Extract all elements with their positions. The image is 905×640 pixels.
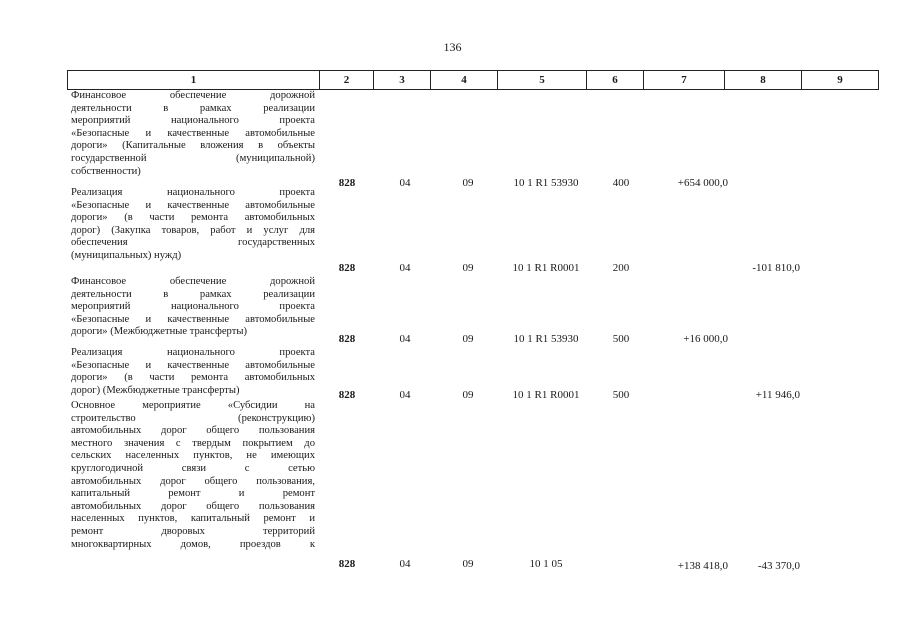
cell-amount-col8: -101 810,0 [752, 262, 800, 274]
description-line: дороги» (в части ремонта автомобильных [71, 212, 315, 224]
cell-target-article: 10 1 R1 R0001 [512, 389, 580, 401]
description-line: мероприятий национального проекта [71, 115, 315, 127]
description-line: государственной (муниципальной) [71, 152, 315, 164]
description-line: местного значения с твердым покрытием до [71, 437, 315, 449]
cell-section: 04 [399, 262, 411, 274]
cell-subsection: 09 [462, 333, 474, 345]
header-col-5: 5 [498, 71, 587, 90]
cell-subsection: 09 [462, 262, 474, 274]
header-col-4: 4 [431, 71, 498, 90]
description-line: дороги» (в части ремонта автомобильных [71, 372, 315, 384]
cell-expense-type: 500 [612, 333, 630, 345]
cell-expense-type: 500 [612, 389, 630, 401]
cell-section: 04 [399, 389, 411, 401]
description-line: Реализация национального проекта [71, 187, 315, 198]
description-line: строительство (реконструкцию) [71, 412, 315, 424]
description-line: населенных пунктов, капитальный ремонт и [71, 513, 315, 525]
page-number: 136 [443, 40, 462, 54]
header-col-2: 2 [320, 71, 374, 90]
header-col-3: 3 [374, 71, 431, 90]
description-line: круглогодичной связи с сетью [71, 462, 315, 474]
cell-amount-col7: +16 000,0 [683, 333, 728, 345]
row-description [71, 276, 315, 339]
row-description [71, 347, 315, 397]
description-line: автомобильных дорог общего пользования [71, 425, 315, 437]
cell-ministry-code: 828 [338, 262, 356, 274]
description-line: обеспечения государственных [71, 237, 315, 249]
cell-target-article: 10 1 R1 53930 [513, 333, 579, 345]
row-description [71, 187, 315, 263]
description-line: дорог) (Межбюджетные трансферты) [71, 384, 240, 396]
description-line: собственности) [71, 165, 141, 177]
cell-subsection: 09 [462, 177, 474, 189]
description-line: Основное мероприятие «Субсидии на [71, 400, 315, 411]
table-header [67, 70, 879, 90]
header-col-9: 9 [802, 71, 879, 90]
row-description [71, 90, 315, 178]
description-line: ремонт дворовых территорий [71, 525, 315, 537]
description-line: автомобильных дорог общего пользования [71, 500, 315, 512]
description-line: многоквартирных домов, проездов к [71, 538, 315, 550]
cell-ministry-code: 828 [338, 177, 356, 189]
description-line: дороги» (Капитальные вложения в объекты [71, 140, 315, 152]
header-col-7: 7 [644, 71, 725, 90]
description-line: Финансовое обеспечение дорожной [71, 90, 315, 101]
cell-section: 04 [399, 558, 411, 570]
cell-expense-type: 200 [612, 262, 630, 274]
header-col-8: 8 [725, 71, 802, 90]
description-line: автомобильных дорог общего пользования, [71, 475, 315, 487]
description-line: сельских населенных пунктов, не имеющих [71, 450, 315, 462]
cell-ministry-code: 828 [338, 389, 356, 401]
description-line: деятельности в рамках реализации [71, 102, 315, 114]
description-line: Финансовое обеспечение дорожной [71, 276, 315, 287]
description-line: «Безопасные и качественные автомобильные [71, 313, 315, 325]
cell-amount-col7: +138 418,0 [677, 560, 728, 572]
cell-target-article: 10 1 R1 R0001 [512, 262, 580, 274]
description-line: «Безопасные и качественные автомобильные [71, 127, 315, 139]
cell-subsection: 09 [462, 389, 474, 401]
description-line: дорог) (Закупка товаров, работ и услуг для [71, 224, 315, 236]
description-line: (муниципальных) нужд) [71, 249, 182, 261]
header-col-1: 1 [68, 71, 320, 90]
cell-expense-type: 400 [612, 177, 630, 189]
header-col-6: 6 [587, 71, 644, 90]
row-description [71, 400, 315, 551]
cell-section: 04 [399, 333, 411, 345]
cell-target-article: 10 1 05 [529, 558, 563, 570]
description-line: Реализация национального проекта [71, 347, 315, 358]
cell-ministry-code: 828 [338, 558, 356, 570]
cell-ministry-code: 828 [338, 333, 356, 345]
description-line: капитальный ремонт и ремонт [71, 488, 315, 500]
cell-amount-col7: +654 000,0 [677, 177, 728, 189]
cell-section: 04 [399, 177, 411, 189]
description-line: мероприятий национального проекта [71, 301, 315, 313]
description-line: дороги» (Межбюджетные трансферты) [71, 326, 247, 338]
description-line: «Безопасные и качественные автомобильные [71, 359, 315, 371]
description-line: деятельности в рамках реализации [71, 288, 315, 300]
cell-subsection: 09 [462, 558, 474, 570]
description-line: «Безопасные и качественные автомобильные [71, 199, 315, 211]
cell-target-article: 10 1 R1 53930 [513, 177, 579, 189]
cell-amount-col8: -43 370,0 [757, 560, 800, 572]
cell-amount-col8: +11 946,0 [755, 389, 800, 401]
